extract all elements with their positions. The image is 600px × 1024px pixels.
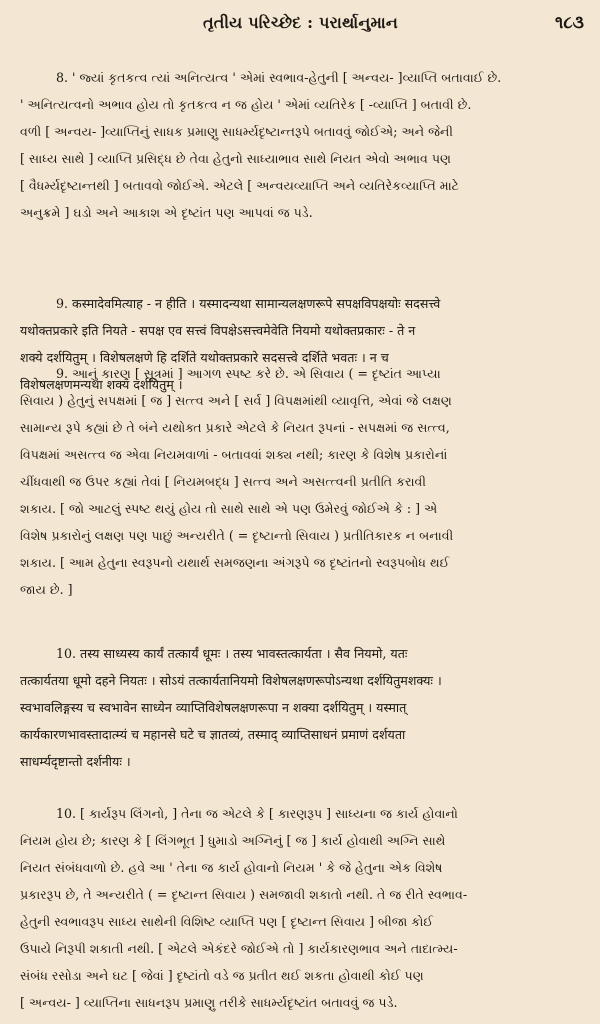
text-line: શકાય. [ જો આટલું સ્પષ્ટ થયું હોય તો સાથે સાથે એ પણ ઉમેરવું જોઈએ કે : ] એ (20, 501, 438, 516)
text-line: [ અન્વય- ] વ્યાપ્તિના સાધનરૂપ પ્રમાણુ તરીકે સાધર્મ્યદૃષ્ટાંત બતાવવું જ પડે. (20, 995, 398, 1010)
text-line: यथोक्तप्रकारे इति नियते - सपक्ष एव सत्त्वं विपक्षेऽसत्त्वमेवेति नियमो यथोक्तप्रकारः - ते न (20, 323, 416, 338)
text-line: ઉપાયે નિરૂપી શકાતી નથી. [ એટલે એકંદરે જોઈએ તો ] કાર્યકારણભાવ અને તાદાત્મ્ય- (20, 941, 458, 956)
text-line: शक्ये दर्शयितुम् । विशेषलक्षणे हि दर्शिते यथोक्तप्रकारे सदसत्त्वे दर्शिते भवतः । न च (20, 350, 389, 365)
text-line: નિયમ હોય છે; કારણ કે [ લિંગભૂત ] ધુમાડો અગ્નિનું [ જ ] કાર્ય હોવાથી અગ્નિ સાથે (20, 833, 446, 848)
paragraph-gujarati-8 (20, 64, 582, 226)
text-line: साधर्म्यदृष्टान्तो दर्शनीयः । (20, 754, 131, 769)
paragraph-sanskrit-10 (20, 640, 582, 775)
text-line: પ્રકારરૂપ છે, તે અન્યરીતે ( = દૃષ્ટાન્ત સિવાય ) સમજાવી શકાતો નથી. તે જ રીતે સ્વભાવ- (20, 887, 468, 902)
text-line: જાય છે. ] (20, 582, 73, 597)
text-line: સિવાય ) હેતુનું સપક્ષમાં [ જ ] સત્ત્વ અને [ સર્વ ] વિપક્ષમાંથી વ્યાવૃત્તિ, એવાં જે લક્ષણ (20, 393, 452, 408)
text-line: વિશેષ પ્રકારોનું લક્ષણ પણ પાછું અન્યરીતે ( = દૃષ્ટાન્તો સિવાય ) પ્રતીતિકારક ન બનાવી (20, 528, 454, 543)
text-line: અનુક્રમે ] ઘડો અને આકાશ એ દૃષ્ટાંત પણ આપવાં જ પડે. (20, 205, 313, 220)
text-line: 8. ' જ્યાં કૃતકત્વ ત્યાં અનિત્યત્વ ' એમાં સ્વભાવ-હેતુની [ અન્વય- ]વ્યાપ્તિ બતાવાઈ છે. (56, 70, 502, 85)
text-line: સામાન્ય રૂપે કહ્યાં છે તે બંને યથોક્ત પ્રકારે એટલે કે નિયત રૂપનાં - સપક્ષમાં જ સત્ત્વ, (20, 420, 450, 435)
page-number: ૧૮૩ (554, 13, 584, 33)
text-line: 10. [ કાર્યરૂપ લિંગનો, ] તેના જ એટલે કે [ કારણરૂપ ] સાધ્યના જ કાર્ય હોવાનો (56, 806, 458, 821)
chapter-title: તૃતીય પરિચ્છેદ : પરાર્થાનુમાન (202, 13, 399, 32)
text-line: વળી [ અન્વય- ]વ્યાપ્તિનું સાધક પ્રમાણુ સાધર્મ્યદૃષ્ટાન્તરૂપે બતાવવું જોઈએ; અને જેની (20, 124, 454, 139)
text-line: 9. આનું કારણ [ સૂત્રમાં ] આગળ સ્પષ્ટ કરે છે. એ સિવાય ( = દૃષ્ટાંત આપ્યા (56, 366, 441, 381)
text-line: कार्यकारणभावस्तादात्म्यं च महानसे घटे च ज्ञातव्यं, तस्माद् व्याप्तिसाधनं प्रमाणं दर्शयता (20, 727, 406, 742)
text-line: [ સાધ્ય સાથે ] વ્યાપ્તિ પ્રસિદ્ધ છે તેવા હેતુનો સાધ્યાભાવ સાથે નિયત એવો અભાવ પણ (20, 151, 452, 166)
text-line: હેતુની સ્વભાવરૂપ સાધ્ય સાથેની વિશિષ્ટ વ્યાપ્તિ પણ [ દૃષ્ટાન્ત સિવાય ] બીજા કોઈ (20, 914, 434, 929)
text-line: तत्कार्यतया धूमो दहने नियतः । सोऽयं तत्कार्यतानियमो विशेषलक्षणरूपोऽन्यथा दर्शयितुमशक्यः । (20, 673, 442, 688)
text-line: [ વૈધર્મ્યદૃષ્ટાન્તથી ] બતાવવો જોઈએ. એટલે [ અન્વયવ્યાપ્તિ અને વ્યતિરેકવ્યાપ્તિ માટે (20, 178, 460, 193)
text-line: 9. कस्मादेवमित्याह - न हीति । यस्मादन्यथा सामान्यलक्षणरूपे सपक्षविपक्षयोः सदसत्त्वे (56, 296, 441, 311)
text-line: ચીંધવાથી જ ઉપર કહ્યાં તેવાં [ નિયમબદ્ધ ] સત્ત્વ અને અસત્ત્વની પ્રતીતિ કરાવી (20, 474, 427, 489)
text-line: વિપક્ષમાં અસત્ત્વ જ એવા નિયમવાળાં - બતાવવાં શક્ય નથી; કારણ કે વિશેષ પ્રકારોનાં (20, 447, 448, 462)
text-line: નિયત સંબંધવાળો છે. હવે આ ' તેના જ કાર્ય હોવાનો નિયમ ' કે જે હેતુના એક વિશેષ (20, 860, 443, 875)
page-header (16, 6, 584, 40)
text-line: શકાય. [ આમ હેતુના સ્વરૂપનો યથાર્થ સમજણના અંગરૂપે જ દૃષ્ટાંતનો સ્વરૂપબોધ થઈ (20, 555, 450, 570)
text-line: સંબંધ રસોડા અને ઘટ [ જેવાં ] દૃષ્ટાંતો વડે જ પ્રતીત થઈ શકતા હોવાથી કોઈ પણ (20, 968, 424, 983)
text-line: 10. तस्य साध्यस्य कार्यं तत्कार्यं धूमः । तस्य भावस्तत्कार्यता । सैव नियमो, यतः (56, 646, 408, 661)
paragraph-gujarati-10 (20, 800, 582, 1016)
text-line: ' અનિત્યત્વનો અભાવ હોય તો કૃતકત્વ ન જ હોય ' એમાં વ્યતિરેક [ -વ્યાપ્તિ ] બતાવી છે. (20, 97, 472, 112)
text-line: विशेषलक्षणमन्यथा शक्यं दर्शयितुम् । (20, 377, 183, 392)
text-line: स्वभावलिङ्गस्य च स्वभावेन साध्येन व्याप्तिविशेषलक्षणरूपा न शक्या दर्शयितुम् । यस्मात् (20, 700, 407, 715)
paragraph-gujarati-9 (20, 360, 582, 603)
